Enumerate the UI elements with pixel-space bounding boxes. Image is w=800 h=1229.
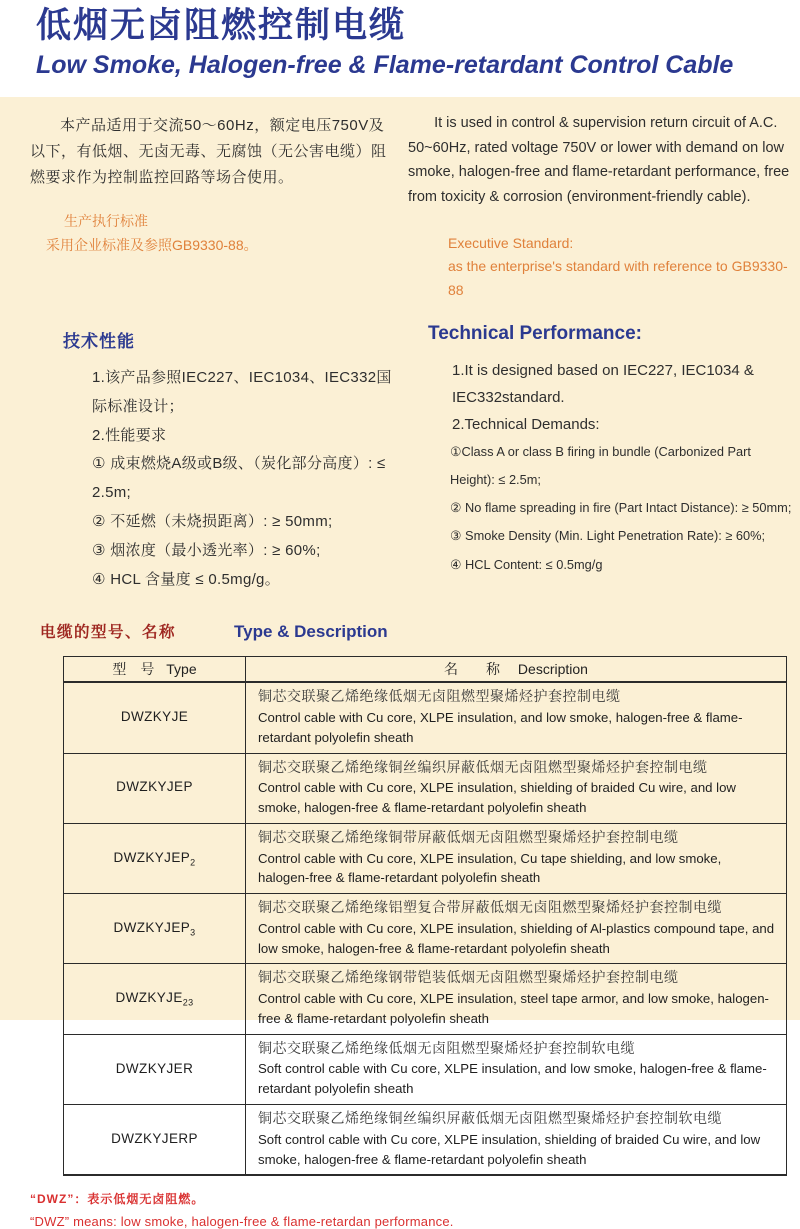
- column-header-desc-zh: 名 称: [444, 661, 501, 678]
- technical-item-zh: ③ 烟浓度（最小透光率）: ≥ 60%;: [92, 541, 321, 559]
- cable-description: [246, 964, 787, 1034]
- type-section-heading: [40, 620, 800, 642]
- column-header-type: [64, 657, 246, 683]
- cable-description: [246, 1034, 787, 1104]
- technical-item-en: ③ Smoke Density (Min. Light Penetration Rate): ≥ 60%;: [450, 528, 766, 544]
- cable-description-en: Control cable with Cu core, XLPE insulation, steel tape armor, and low smoke, halogen-free & flame-retardant polyolefin sheath: [258, 991, 769, 1026]
- cable-type: [64, 894, 246, 964]
- technical-column-en: [392, 303, 792, 594]
- footnotes: [30, 1190, 800, 1229]
- technical-items-en: [408, 357, 792, 579]
- executive-standard-zh-text: 采用企业标准及参照GB9330-88。: [46, 237, 258, 254]
- cable-type-subscript: 23: [182, 997, 194, 1008]
- table-row: [64, 964, 787, 1034]
- intro-paragraph-zh: 本产品适用于交流50～60Hz，额定电压750V及以下，有低烟、无卤无毒、无腐蚀（无公害电缆）阻燃要求作为控制监控回路等场合使用。: [30, 117, 387, 186]
- cable-description-zh: 铜芯交联聚乙烯绝缘铝塑复合带屏蔽低烟无卤阻燃型聚烯烃护套控制电缆: [258, 899, 722, 916]
- cable-description-en: Control cable with Cu core, XLPE insulation, and low smoke, halogen-free & flame-retardant polyolefin sheath: [258, 710, 743, 745]
- cable-description-zh: 铜芯交联聚乙烯绝缘铜丝编织屏蔽低烟无卤阻燃型聚烯烃护套控制电缆: [258, 758, 708, 775]
- column-header-desc-en: Description: [517, 661, 588, 678]
- technical-items-zh: [30, 364, 392, 594]
- technical-heading-en: Technical Performance:: [428, 322, 643, 344]
- page-title-en: Low Smoke, Halogen-free & Flame-retardant Control Cable: [36, 51, 734, 80]
- page-header: [0, 0, 800, 97]
- table-row: [64, 682, 787, 753]
- table-row: [64, 823, 787, 893]
- type-heading-en: Type & Description: [234, 622, 388, 642]
- technical-item-zh: ① 成束燃烧A级或B级、（炭化部分高度）: ≤ 2.5m;: [92, 455, 386, 502]
- technical-item-zh: 1.该产品参照IEC227、IEC1034、IEC332国际标准设计；: [92, 368, 392, 415]
- table-header-row: [64, 657, 787, 683]
- cable-type-code: DWZKYJEP: [113, 919, 191, 935]
- cable-description: [246, 823, 787, 893]
- cable-type-code: DWZKYJER: [115, 1060, 194, 1076]
- technical-item-zh: ② 不延燃（未烧损距离）: ≥ 50mm;: [92, 512, 333, 530]
- cable-type: [64, 1034, 246, 1104]
- executive-standard-en-title: Executive Standard:: [448, 234, 574, 251]
- technical-section: [0, 303, 800, 594]
- cable-description: [246, 1105, 787, 1176]
- table-row: [64, 753, 787, 823]
- cable-type-subscript: 3: [190, 927, 196, 938]
- technical-item-en: ①Class A or class B firing in bundle (Carbonized Part Height): ≤ 2.5m;: [450, 443, 751, 488]
- technical-item-en: ② No flame spreading in fire (Part Intact Distance): ≥ 50mm;: [450, 500, 792, 516]
- page-title-zh: 低烟无卤阻燃控制电缆: [36, 6, 407, 45]
- cable-description-en: Soft control cable with Cu core, XLPE insulation, and low smoke, halogen-free & flame-retardant polyolefin sheath: [258, 1061, 767, 1097]
- table-row: [64, 1034, 787, 1104]
- cable-type-code: DWZKYJEP: [113, 849, 191, 865]
- cable-description: [246, 894, 787, 964]
- executive-standard-en: [448, 232, 792, 303]
- cable-type: [64, 682, 246, 753]
- cable-description-zh: 铜芯交联聚乙烯绝缘钢带铠装低烟无卤阻燃型聚烯烃护套控制电缆: [258, 969, 679, 986]
- intro-section: [0, 111, 800, 303]
- intro-column-en: [392, 111, 792, 303]
- cable-description-zh: 铜芯交联聚乙烯绝缘铜带屏蔽低烟无卤阻燃型聚烯烃护套控制电缆: [258, 828, 679, 845]
- cable-description-en: Control cable with Cu core, XLPE insulation, Cu tape shielding, and low smoke, halogen-free & flame-retardant polyolefin sheath: [258, 850, 722, 886]
- cable-type: [64, 964, 246, 1034]
- executive-standard-zh-title: 生产执行标准: [64, 213, 148, 230]
- cable-type-code: DWZKYJE: [115, 990, 183, 1006]
- column-header-type-zh: 型 号: [112, 661, 155, 678]
- cable-description-en: Soft control cable with Cu core, XLPE insulation, shielding of braided Cu wire, and low smoke, halogen-free & flame-retardant polyolefin sheath: [258, 1131, 761, 1167]
- column-header-description: [246, 657, 787, 683]
- table-row: [64, 1105, 787, 1176]
- technical-item-zh: 2.性能要求: [92, 426, 167, 444]
- technical-item-zh: ④ HCL 含量度 ≤ 0.5mg/g。: [92, 570, 280, 588]
- cable-description: [246, 753, 787, 823]
- executive-standard-en-text: as the enterprise's standard with reference to GB9330-88: [448, 258, 788, 299]
- technical-heading-zh: 技术性能: [63, 331, 135, 351]
- cable-description: [246, 682, 787, 753]
- cable-description-zh: 铜芯交联聚乙烯绝缘铜丝编织屏蔽低烟无卤阻燃型聚烯烃护套控制软电缆: [258, 1110, 722, 1127]
- cable-type-code: DWZKYJEP: [116, 779, 193, 795]
- cable-description-en: Control cable with Cu core, XLPE insulation, shielding of braided Cu wire, and low smoke, halogen-free & flame-retardant polyolefin sheath: [258, 780, 736, 816]
- cable-type-code: DWZKYJE: [120, 709, 189, 725]
- cable-type-subscript: 2: [190, 857, 196, 868]
- technical-item-en: 2.Technical Demands:: [452, 415, 600, 433]
- cable-type: [64, 1105, 246, 1176]
- page-body: [0, 97, 800, 1229]
- column-header-type-en: Type: [166, 661, 197, 678]
- cable-description-zh: 铜芯交联聚乙烯绝缘低烟无卤阻燃型聚烯烃护套控制软电缆: [258, 1039, 635, 1056]
- cable-description-zh: 铜芯交联聚乙烯绝缘低烟无卤阻燃型聚烯烃护套控制电缆: [258, 688, 621, 705]
- intro-column-zh: [30, 111, 392, 303]
- intro-paragraph-en: It is used in control & supervision return circuit of A.C. 50~60Hz, rated voltage 750V or lower with demand on low smoke, halogen-free and flame-retardant performance, free from toxicity & corrosion (environment-friendly cable).: [408, 115, 790, 205]
- cable-type-code: DWZKYJERP: [111, 1130, 198, 1146]
- technical-item-en: ④ HCL Content: ≤ 0.5mg/g: [450, 556, 603, 572]
- technical-column-zh: [30, 303, 392, 594]
- footnote-en: “DWZ” means: low smoke, halogen-free & flame-retardan performance.: [30, 1214, 454, 1229]
- type-heading-zh: 电缆的型号、名称: [40, 624, 177, 642]
- footnote-zh: “DWZ”：表示低烟无卤阻燃。: [30, 1192, 205, 1207]
- technical-item-en: 1.It is designed based on IEC227, IEC1034 & IEC332standard.: [452, 361, 754, 406]
- cable-description-en: Control cable with Cu core, XLPE insulation, shielding of Al-plastics compound tape, and low smoke, halogen-free & flame-retardant polyolefin sheath: [258, 920, 775, 956]
- cable-type-table: [63, 656, 787, 1176]
- cable-type: [64, 823, 246, 893]
- cable-type: [64, 753, 246, 823]
- executive-standard-zh: [46, 210, 392, 258]
- table-row: [64, 894, 787, 964]
